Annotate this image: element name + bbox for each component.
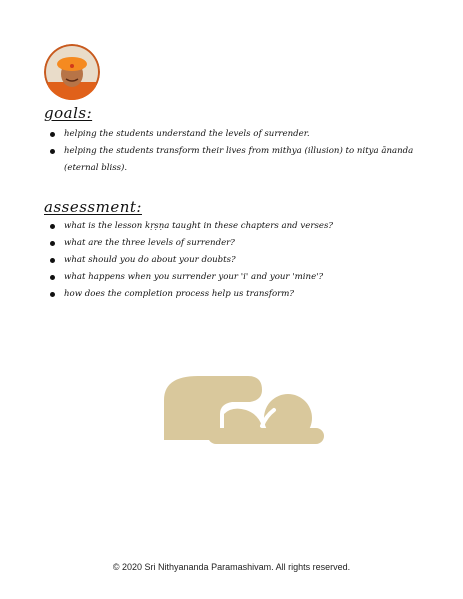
goals-list — [48, 126, 428, 177]
teacher-avatar — [44, 44, 100, 100]
assessment-heading: assessment: — [44, 198, 142, 216]
list-item: helping the students transform their lives from mithya (illusion) to nitya ānanda (eternal bliss). — [48, 143, 428, 177]
list-item: what happens when you surrender your 'i' and your 'mine'? — [48, 269, 428, 286]
prostration-pose-icon — [150, 370, 330, 450]
list-item: what should you do about your doubts? — [48, 252, 428, 269]
list-item: helping the students understand the levels of surrender. — [48, 126, 428, 143]
goals-heading: goals: — [44, 104, 93, 122]
list-item: what are the three levels of surrender? — [48, 235, 428, 252]
list-item: how does the completion process help us transform? — [48, 286, 428, 303]
assessment-list — [48, 218, 428, 303]
list-item: what is the lesson kṛṣṇa taught in these chapters and verses? — [48, 218, 428, 235]
copyright-footer: © 2020 Sri Nithyananda Paramashivam. All rights reserved. — [112, 562, 351, 572]
teacher-portrait-icon — [44, 44, 100, 100]
